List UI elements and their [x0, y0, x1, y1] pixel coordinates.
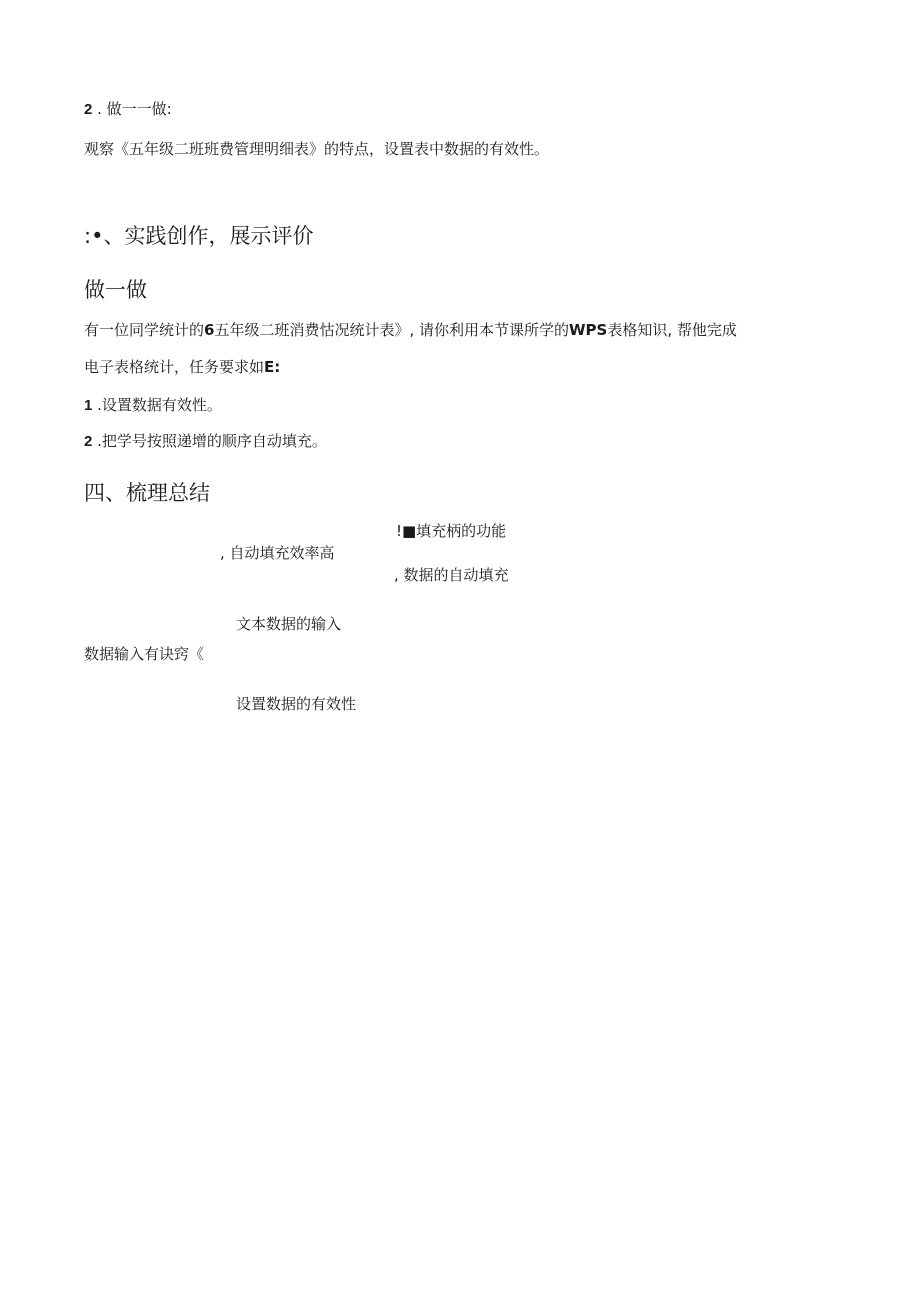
- subheading-do-it: 做一做: [84, 278, 147, 302]
- mindmap-root: 数据输入有诀窍《: [84, 645, 205, 663]
- do-it-item: [84, 99, 172, 120]
- task-number: 2: [84, 433, 93, 450]
- para-bold-1: 6: [204, 321, 215, 339]
- task-paragraph-line1: [84, 320, 737, 340]
- mindmap-data-validity: 设置数据的有效性: [236, 695, 357, 713]
- para-line2-text: 电子表格统计，任务要求如: [84, 358, 265, 376]
- mindmap-fill-handle: !■填充柄的功能: [396, 522, 507, 540]
- item-number: 2: [84, 101, 93, 118]
- task-text: .把学号按照递增的顺序自动填充。: [92, 432, 327, 450]
- para-bold-wps: WPS: [569, 321, 608, 339]
- section-heading-summary: 四、梳理总结: [84, 481, 210, 505]
- task-text: .设置数据有效性。: [92, 396, 222, 414]
- task-item-1: [84, 395, 222, 416]
- mindmap-text-input: 文本数据的输入: [236, 615, 342, 633]
- task-number: 1: [84, 397, 93, 414]
- observe-instruction: 观察《五年级二班班费管理明细表》的特点，设置表中数据的有效性。: [84, 140, 550, 158]
- para-line2-bold: E:: [264, 358, 281, 376]
- para-text-1: 有一位同学统计的: [84, 321, 205, 339]
- para-text-3: 表格知识, 帮他完成: [607, 321, 737, 339]
- task-paragraph-line2: [84, 357, 280, 377]
- mindmap-autofill-efficient: , 自动填充效率高: [220, 544, 335, 562]
- section-heading-practice: :•、实践创作，展示评价: [84, 224, 314, 248]
- item-text: . 做一一做:: [92, 100, 172, 118]
- task-item-2: [84, 431, 327, 452]
- mindmap-data-autofill: , 数据的自动填充: [394, 566, 509, 584]
- para-text-2: 五年级二班消费怙况统计表》, 请你利用本节课所学的: [214, 321, 569, 339]
